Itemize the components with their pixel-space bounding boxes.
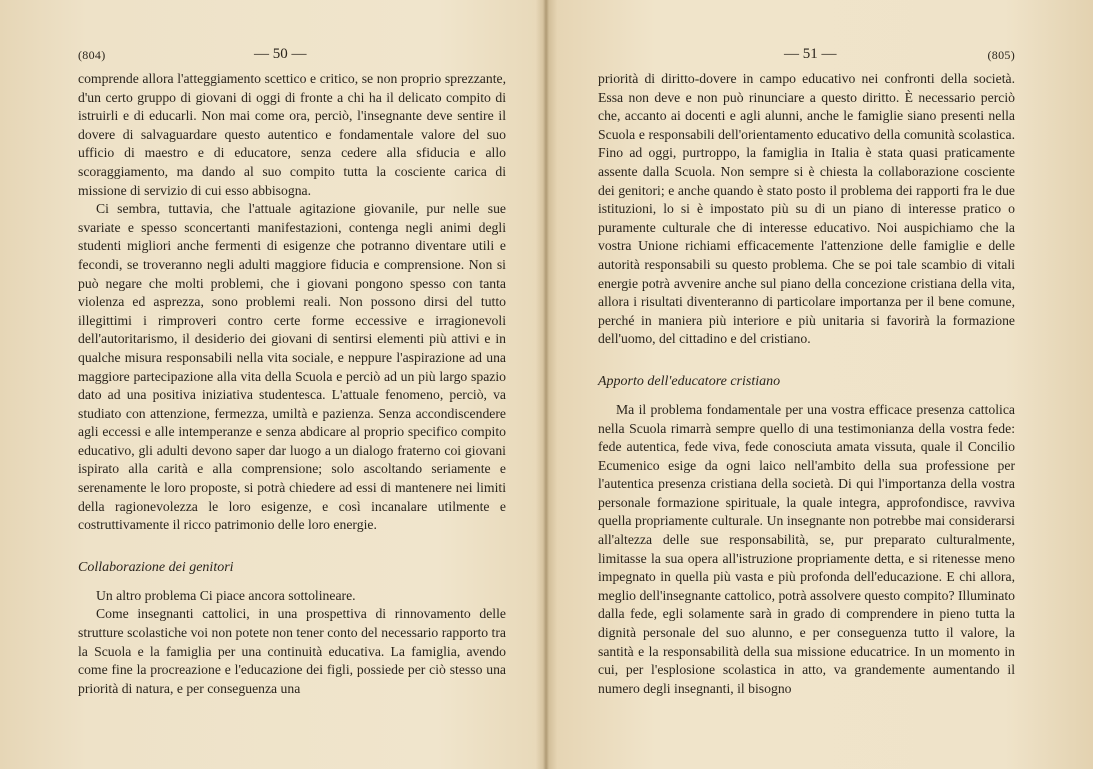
right-folio: (805) [987, 48, 1015, 62]
paragraph: comprende allora l'atteggiamento scettico e critico, se non proprio sprezzante, d'un certo gruppo di giovani di oggi di fronte a chi ha il delicato compito di istruirli e di educarli. Non mai come ora, perciò, l'insegnante deve sentire il dovere di salvaguardare questo autentico e fondamentale valore del suo ufficio di maestro e di educatore, senza cedere alla sfiducia e allo scoraggiamento, ma dando al suo compito tutta la cosciente carica di missione di servizio di cui esso abbisogna. [78, 71, 506, 198]
section-heading: Apporto dell'educatore cristiano [598, 373, 781, 389]
left-body-text [78, 70, 506, 698]
left-running-head [78, 44, 506, 70]
right-running-head [598, 44, 1015, 70]
paragraph: Un altro problema Ci piace ancora sottolineare. [96, 587, 356, 603]
right-page-number: — 51 — [784, 46, 837, 62]
paragraph: Ci sembra, tuttavia, che l'attuale agitazione giovanile, pur nelle sue svariate e spesso sconcertanti manifestazioni, contenga negli animi degli studenti migliori anche fermenti di esigenze che potranno diventare utili e fecondi, se troveranno negli adulti maggiore fiducia e comprensione. Non si può negare che molti problemi, che i giovani pongono spesso con tanta violenza ed asprezza, sono problemi reali. Non possono dirsi del tutto illegittimi i rimproveri contro certe forme eccessive e irragionevoli dell'autoritarismo, il desiderio dei giovani di sentirsi elementi più attivi e in qualche misura responsabili nella vita sociale, e neppure l'aspirazione ad una maggiore partecipazione alla vita della Scuola e perciò ad un più largo spazio dato ad una positiva iniziativa studentesca. L'attuale fenomeno, perciò, va studiato con attenzione, fermezza, umiltà e pazienza. Senza accondiscendere agli eccessi e alle intemperanze e senza abdicare al proprio specifico compito educativo, gli adulti devono saper dar luogo a un dialogo fraterno coi giovani ispirato alla carità e alla comprensione; solo ascoltando seriamente e serenamente le loro proposte, si potrà chiedere ad essi di mantenere nei limiti della ragionevolezza le loro esigenze, e così incanalare utilmente e costruttivamente il ricco patrimonio delle loro energie. [78, 201, 506, 533]
paragraph: Ma il problema fondamentale per una vostra efficace presenza cattolica nella Scuola rimarrà sempre quello di una testimonianza della vostra fede: fede autentica, fede viva, fede conosciuta amata vissuta, quale il Concilio Ecumenico esige da ogni laico nell'ambito della sua professione per l'autentica presenza cristiana della società. Di qui l'importanza della vostra personale formazione spirituale, la quale integra, approfondisce, ravviva quella propriamente culturale. Un insegnante non potrebbe mai considerarsi all'altezza delle sue responsabilità, se, pur preparato culturalmente, limitasse la sua opera all'istruzione propriamente detta, e si ritenesse meno impegnato in quella più vasta e più profonda dell'educazione. E chi allora, meglio dell'insegnante cattolico, potrà assolvere questo compito? Illuminato dalla fede, egli solamente sarà in grado di comprendere in pieno tutta la dignità personale del suo alunno, e per conseguenza tutto il valore, la santità e la responsabilità della sua missione educatrice. In un momento in cui, per l'esplosione scolastica in atto, va grandemente aumentando il numero degli insegnanti, il bisogno [598, 401, 1015, 696]
paragraph: priorità di diritto-dovere in campo educativo nei confronti della società. Essa non deve e non può rinunciare a questo diritto. È necessario perciò che, accanto ai docenti e agli alunni, anche le famiglie siano presenti nella Scuola e responsabili dell'orientamento educativo della comunità scolastica. Fino ad oggi, purtroppo, la famiglia in Italia è stata quasi praticamente assente dalla Scuola. Non sempre si è chiesta la collaborazione cosciente dei genitori; e anche quando è stato posto il problema dei rapporti fra le due istituzioni, lo si è impostato più su di un piano di interesse pratico o puramente culturale che di interesse educativo. Noi auspichiamo che la vostra Unione richiami efficacemente l'attenzione delle famiglie e delle autorità responsabili su questo problema. Che se poi tale scambio di vitali energie potrà avvenire anche sul piano della concezione cristiana della vita, allora i risultati diventeranno di particolare importanza per il bene comune, perché in maniera più interiore e più unitaria si favorirà la formazione dell'uomo, del cittadino e del cristiano. [598, 71, 1015, 347]
left-page [0, 0, 546, 769]
left-page-number: — 50 — [254, 46, 307, 62]
right-body-text [598, 70, 1015, 698]
left-folio: (804) [78, 48, 106, 62]
right-page [546, 0, 1093, 769]
section-heading: Collaborazione dei genitori [78, 559, 234, 575]
book-gutter [543, 0, 549, 769]
paragraph: Come insegnanti cattolici, in una prospettiva di rinnovamento delle strutture scolastiche voi non potete non tener conto del necessario rapporto tra la Scuola e la famiglia per una continuità educativa. La famiglia, avendo come fine la procreazione e l'educazione dei figli, possiede per ciò stesso una priorità di natura, e per conseguenza una [78, 606, 506, 696]
